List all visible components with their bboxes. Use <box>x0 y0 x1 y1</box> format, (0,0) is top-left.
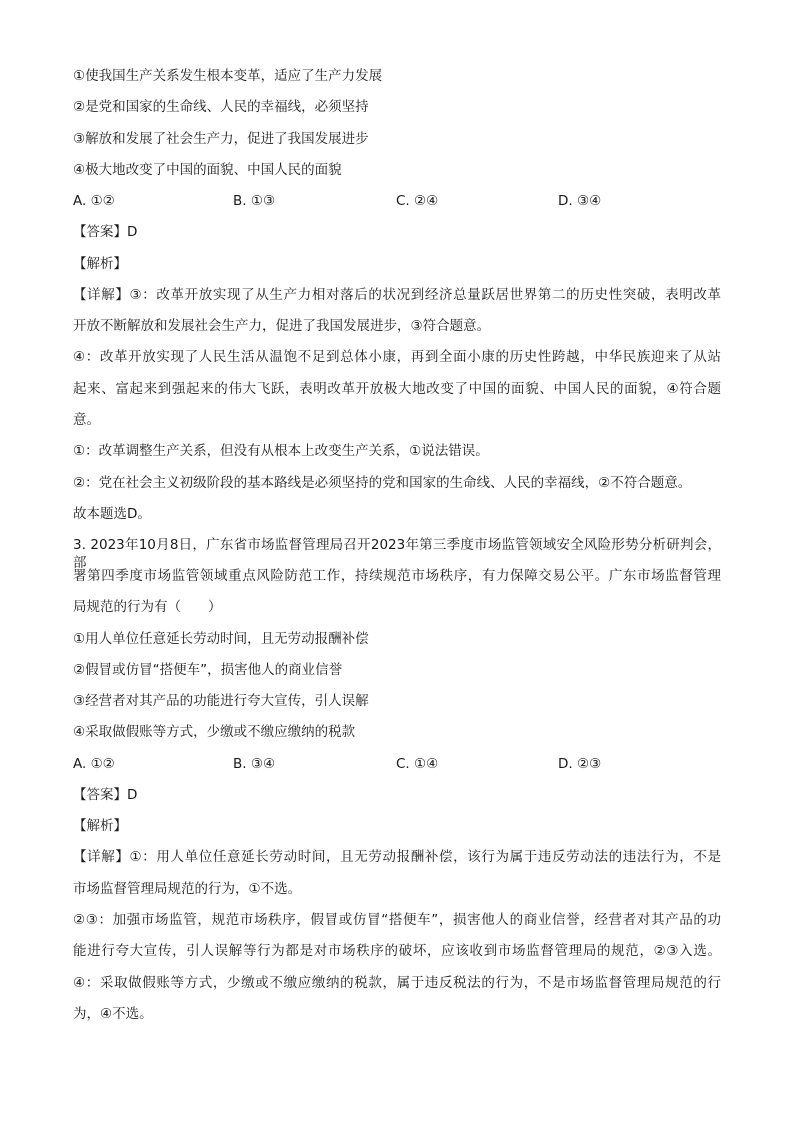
q2-option-c: C. ②④ <box>396 193 439 209</box>
q3-option-d: D. ②③ <box>558 756 602 772</box>
q2-explanation-line-8: 故本题选D。 <box>73 506 151 522</box>
q3-item-3: ③经营者对其产品的功能进行夸大宣传，引人误解 <box>73 693 369 709</box>
q2-item-4: ④极大地改变了中国的面貌、中国人民的面貌 <box>73 162 342 178</box>
q3-option-b: B. ③④ <box>233 756 276 772</box>
q2-analysis-heading: 【解析】 <box>73 256 127 272</box>
q2-explanation-line-7: ②：党在社会主义初级阶段的基本路线是必须坚持的党和国家的生命线、人民的幸福线，②不符合题意。 <box>73 475 692 491</box>
q3-stem-line-1: 3. 2023年10月8日，广东省市场监督管理局召开2023年第三季度市场监管领域安全风险形势分析研判会，部 <box>73 537 721 571</box>
q3-stem-line-2: 署第四季度市场监管领域重点风险防范工作，持续规范市场秩序，有力保障交易公平。广东市场监督管理 <box>73 568 721 584</box>
q2-item-2: ②是党和国家的生命线、人民的幸福线，必须坚持 <box>73 99 369 115</box>
q3-item-1: ①用人单位任意延长劳动时间，且无劳动报酬补偿 <box>73 631 369 647</box>
q2-explanation-line-1: 【详解】③：改革开放实现了从生产力相对落后的状况到经济总量跃居世界第二的历史性突破，表明改革 <box>73 287 721 303</box>
q3-options <box>73 755 733 773</box>
q2-item-3: ③解放和发展了社会生产力，促进了我国发展进步 <box>73 131 369 147</box>
q3-stem-line-3: 局规范的行为有（ ） <box>73 599 222 615</box>
q2-item-1: ①使我国生产关系发生根本变革，适应了生产力发展 <box>73 68 383 84</box>
q2-option-d: D. ③④ <box>558 193 602 209</box>
q2-explanation-line-5: 意。 <box>73 412 100 428</box>
q3-analysis-heading: 【解析】 <box>73 818 127 834</box>
q2-explanation-line-6: ①：改革调整生产关系，但没有从根本上改变生产关系，①说法错误。 <box>73 443 489 459</box>
q2-option-b: B. ①③ <box>233 193 276 209</box>
q3-explanation-line-2: 市场监督管理局规范的行为，①不选。 <box>73 881 302 897</box>
q3-explanation-line-4: 能进行夸大宣传，引人误解等行为都是对市场秩序的破坏，应该收到市场监督管理局的规范，②③入选。 <box>73 943 721 959</box>
q3-explanation-line-3: ②③：加强市场监管，规范市场秩序，假冒或仿冒“搭便车”，损害他人的商业信誉，经营者对其产品的功 <box>73 912 721 928</box>
q3-item-2: ②假冒或仿冒“搭便车”，损害他人的商业信誉 <box>73 662 343 678</box>
q3-option-c: C. ①④ <box>396 756 439 772</box>
q3-answer: 【答案】D <box>73 787 138 803</box>
q3-item-4: ④采取做假账等方式，少缴或不缴应缴纳的税款 <box>73 724 356 740</box>
q3-explanation-line-5: ④：采取做假账等方式，少缴或不缴应缴纳的税款，属于违反税法的行为，不是市场监督管理局规范的行 <box>73 975 721 991</box>
q2-answer: 【答案】D <box>73 224 138 240</box>
q3-explanation-line-1: 【详解】①：用人单位任意延长劳动时间，且无劳动报酬补偿，该行为属于违反劳动法的违法行为，不是 <box>73 849 721 865</box>
q2-options <box>73 192 733 210</box>
q2-explanation-line-3: ④：改革开放实现了人民生活从温饱不足到总体小康，再到全面小康的历史性跨越，中华民族迎来了从站 <box>73 349 721 365</box>
q2-explanation-line-4: 起来、富起来到强起来的伟大飞跃，表明改革开放极大地改变了中国的面貌、中国人民的面貌，④符合题 <box>73 381 721 397</box>
q2-option-a: A. ①② <box>73 193 115 209</box>
q3-explanation-line-6: 为，④不选。 <box>73 1006 153 1022</box>
q2-explanation-line-2: 开放不断解放和发展社会生产力，促进了我国发展进步，③符合题意。 <box>73 318 491 334</box>
q3-option-a: A. ①② <box>73 756 115 772</box>
